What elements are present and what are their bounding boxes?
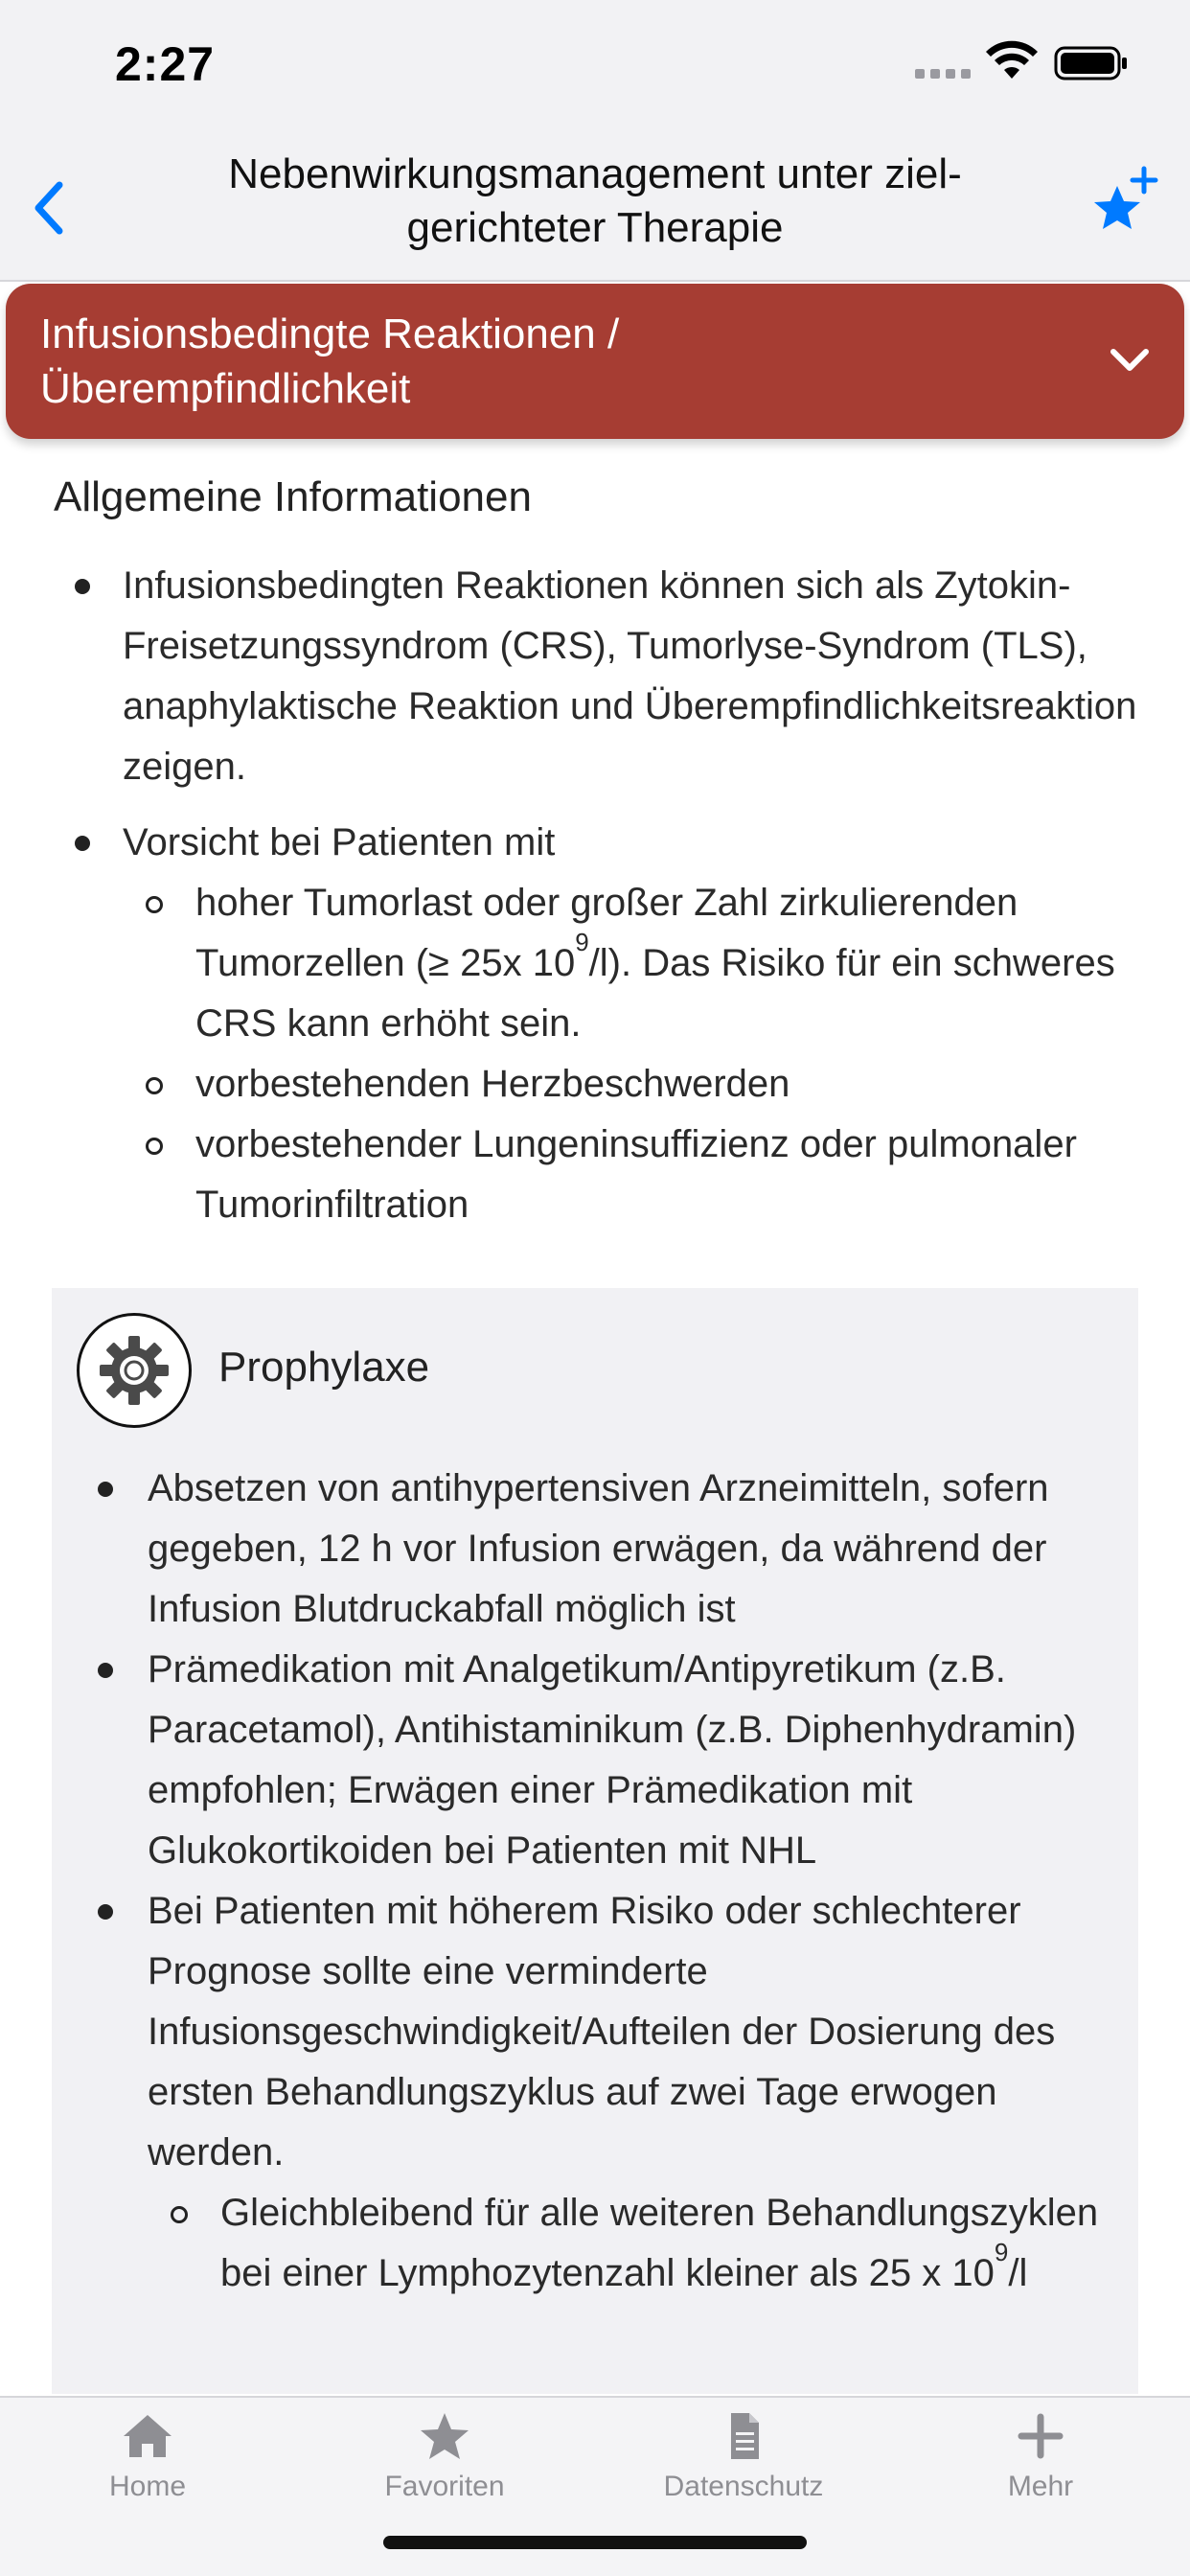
tab-label: Favoriten [384,2471,505,2502]
sub-list-item [123,1115,1146,1235]
back-button[interactable] [19,174,77,242]
sub-item-text: /l [1008,2252,1028,2294]
list-item-text: Vorsicht bei Patienten mit [123,821,556,863]
sub-item-text: vorbestehenden Herzbeschwerden [195,1063,790,1105]
sub-item-text: /l). Das Risiko für ein schweres CRS kann erhöht sein. [195,942,1115,1045]
star-plus-icon [1088,165,1165,242]
section-header-infusion-reactions[interactable] [6,284,1184,439]
general-info-heading: Allgemeine Informationen [54,473,532,520]
superscript: 9 [994,2237,1009,2266]
list-item [54,556,1146,797]
chevron-left-icon [31,181,65,235]
sub-list-item [123,1054,1146,1115]
sub-item-text: hoher Tumorlast oder großer Zahl zirkulierenden Tumorzellen (≥ 25x 10 [195,882,1018,984]
sub-list-item [123,873,1146,1054]
gear-badge [77,1313,192,1428]
sub-list-item [148,2183,1129,2304]
list-item [75,1881,1129,2304]
list-item-text: Prämedikation mit Analgetikum/Antipyretikum (z.B. Paracetamol), Antihistaminikum (z.B. Diphenhydramin) empfohlen; Erwägen einer Prämedikation mit Glukokortikoiden bei Patienten mit NHL [148,1648,1077,1872]
prophylaxe-box [52,1288,1138,2394]
sub-item-text: vorbestehender Lungeninsuffizienz oder pulmonaler Tumorinfiltration [195,1123,1077,1226]
status-bar [0,0,1190,126]
tab-mehr[interactable] [897,2411,1184,2517]
tab-label: Home [108,2471,187,2502]
tab-label: Mehr [1007,2471,1074,2502]
prophylaxe-title: Prophylaxe [218,1344,430,1391]
superscript: 9 [575,927,589,956]
gear-icon [94,1330,174,1411]
wifi-icon [985,40,1039,82]
list-item [75,1459,1129,1640]
star-icon [418,2411,471,2461]
list-item [75,1640,1129,1881]
add-favorite-button[interactable] [1088,165,1165,242]
tab-favoriten[interactable] [301,2411,588,2517]
list-item-text: Absetzen von antihypertensiven Arzneimitteln, sofern gegeben, 12 h vor Infusion erwägen, da während der Infusion Blutdruckabfall möglich ist [148,1467,1049,1630]
general-info-list [54,556,1146,1251]
status-time: 2:27 [115,37,216,91]
list-item-text: Bei Patienten mit höherem Risiko oder schlechterer Prognose sollte eine verminderte Infusionsgeschwindigkeit/Aufteilen der Dosierung des ersten Behandlungszyklus auf zwei Tage erwogen werden. [148,1890,1056,2174]
section-header-title: Infusionsbedingte Reaktionen / Überempfindlichkeit [40,310,620,412]
battery-icon [1054,46,1129,80]
navigation-bar [0,126,1190,282]
list-item [54,813,1146,1235]
tab-label: Datenschutz [663,2471,824,2502]
home-icon [121,2411,174,2461]
tab-home[interactable] [4,2411,291,2517]
content-scroll-area[interactable] [0,439,1190,2394]
page-title: Nebenwirkungsmanagement unter ziel-gerichteter Therapie [228,150,962,251]
sub-list [148,2183,1129,2304]
chevron-down-icon [1106,336,1154,384]
cellular-signal-icon [915,67,973,80]
prophylaxe-list [75,1459,1129,2304]
plus-icon [1014,2411,1067,2461]
sub-item-text: Gleichbleibend für alle weiteren Behandlungszyklen bei einer Lymphozytenzahl kleiner als 25 x 10 [220,2192,1099,2294]
document-icon [717,2411,770,2461]
tab-datenschutz[interactable] [600,2411,887,2517]
list-item-text: Infusionsbedingten Reaktionen können sich als Zytokin-Freisetzungssyndrom (CRS), Tumorlyse-Syndrom (TLS), anaphylaktische Reaktion und Überempfindlichkeitsreaktion zeigen. [123,564,1137,788]
sub-list [123,873,1146,1235]
home-indicator [383,2536,807,2549]
